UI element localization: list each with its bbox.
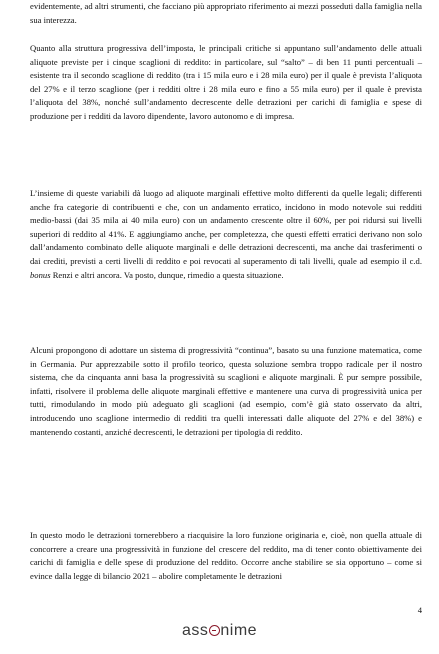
- paragraph-continuation: [30, 0, 422, 27]
- paragraph-text-part: Renzi e altri ancora. Va posto, dunque, rimedio a questa situazione.: [50, 269, 284, 280]
- paragraph-tax-structure: [30, 42, 422, 124]
- paragraph-text: Quanto alla struttura progressiva dell’imposta, le principali critiche si appuntano sull’andamento delle attuali aliquote previste per i cinque scaglioni di reddito: in particolare, sul “salto” – di ben 11 punti percentuali – esistente tra il secondo scaglione di reddito (tra i 15 mila euro e i 28 mila euro) per il quale è prevista l’aliquota del 27% e il terzo scaglione (per i redditi oltre i 28 mila euro e fino a 55 mila euro) per il quale è prevista l’aliquota del 38%, nonché sull’andamento decrescente delle detrazioni per carichi di famiglia e spese di produzione per i redditi da lavoro dipendente, lavoro autonomo e di impresa.: [30, 43, 422, 121]
- page-number: 4: [417, 605, 422, 615]
- paragraph-marginal-rates: [30, 187, 422, 282]
- italic-word: bonus: [30, 269, 51, 280]
- paragraph-text: [30, 187, 422, 282]
- paragraph-text-part: L’insieme di queste variabili dà luogo ad aliquote marginali effettive molto differenti da quelle legali; differenti anche fra categorie di contribuenti e che, con un andamento erratico, incidono in modo notevole sui redditi medio-bassi (dai 35 mila ai 40 mila euro) con un andamento crescente oltre il 60%, per poi ridursi sui livelli superiori di reddito al 41%. E aggiungiamo anche, per completezza, che questi effetti erratici derivano non solo dall’andamento combinato delle aliquote marginali e delle detrazioni decrescenti, ma anche dai trasferimenti o dai crediti, previsti a certi livelli di reddito e poi revocati al superamento di tali livelli, quale ad esempio il c.d.: [30, 188, 422, 266]
- logo-text-left: ass: [181, 622, 209, 639]
- logo-text-right: nime: [220, 622, 258, 639]
- paragraph-progressivity: [30, 344, 422, 439]
- assonime-logo: [0, 622, 439, 640]
- paragraph-deductions: [30, 529, 422, 583]
- logo-circle-icon: [209, 625, 220, 636]
- paragraph-text: In questo modo le detrazioni tornerebbero a riacquisire la loro funzione originaria e, cioè, non quella attuale di concorrere a creare una progressività in funzione del crescere del reddito, ma di tener conto obiettivamente dei carichi di famiglia e delle spese di produzione del reddito. Occorre anche stabilire se sia opportuno – come si evince dalla legge di bilancio 2021 – abolire completamente le detrazioni: [30, 530, 422, 581]
- paragraph-text: Alcuni propongono di adottare un sistema di progressività “continua”, basato su una funzione matematica, come in Germania. Pur apprezzabile sotto il profilo teorico, questa soluzione sembra troppo radicale per il nostro sistema, che da cinquanta anni basa la progressività su scaglioni e aliquote marginali. È pur sempre possibile, infatti, risolvere il problema delle aliquote marginali effettive e mantenere una curva di progressività unica per tutti, rimodulando in modo più adeguato gli scaglioni (ad esempio, com’è già stato osservato da altri, introducendo uno scaglione intermedio di redditi tra quelli interessati dalle aliquote del 27% e del 38%) e mantenendo costanti, anziché decrescenti, le detrazioni per tipologia di reddito.: [30, 345, 422, 437]
- paragraph-text: evidentemente, ad altri strumenti, che facciano più appropriato riferimento ai mezzi posseduti dalla famiglia nella sua interezza.: [30, 1, 422, 25]
